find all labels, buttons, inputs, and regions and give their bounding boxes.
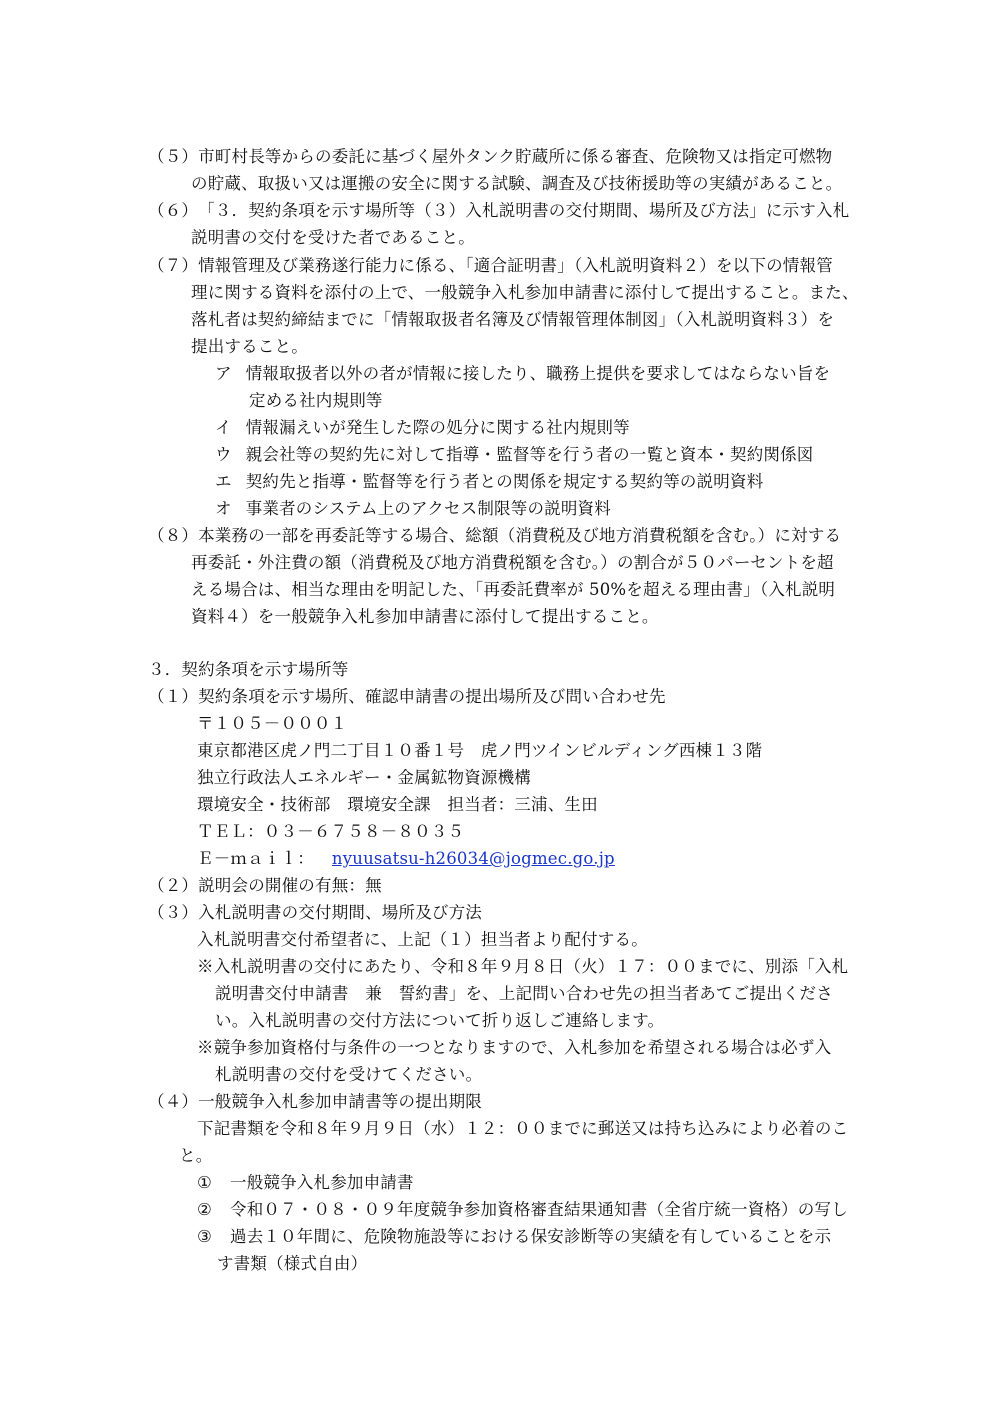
clause-7-item-i: [215, 418, 630, 438]
email-link[interactable]: nyuusatsu-h26034@jogmec.go.jp: [331, 849, 615, 868]
item-o-text: 事業者のシステム上のアクセス制限等の説明資料: [245, 499, 611, 518]
organization: 独立行政法人エネルギー・金属鉱物資源機構: [197, 768, 531, 787]
note-2-line-2: 札説明書の交付を受けてください。: [215, 1065, 483, 1084]
section-3-1-label: （１）: [148, 687, 199, 706]
clause-7-line-2: 理に関する資料を添付の上で、一般競争入札参加申請書に添付して提出すること。また、: [191, 283, 859, 302]
department-contact: 環境安全・技術部 環境安全課 担当者：三浦、生田: [197, 795, 598, 814]
clause-8-label: （８）: [148, 526, 199, 545]
address: 東京都港区虎ノ門二丁目１０番１号 虎ノ門ツインビルディング西棟１３階: [197, 741, 763, 760]
item-e-text: 契約先と指導・監督等を行う者との関係を規定する契約等の説明資料: [245, 472, 764, 491]
clause-7-text-1: 情報管理及び業務遂行能力に係る、「適合証明書」（入札説明資料２）を以下の情報管: [198, 256, 833, 275]
email-line: [197, 849, 615, 869]
telephone: ＴＥＬ：０３－６７５８－８０３５: [197, 822, 465, 841]
section-3-4-label: （４）: [148, 1092, 199, 1111]
clause-7-line-1: [148, 256, 833, 276]
item-u-mark: ウ: [215, 445, 232, 464]
clause-7-line-4: 提出すること。: [191, 337, 308, 356]
clause-5-label: （５）: [148, 147, 199, 166]
clause-7-item-a-line-2: 定める社内規則等: [249, 391, 383, 410]
clause-8-text-1: 本業務の一部を再委託等する場合、総額（消費税及び地方消費税額を含む。）に対する: [198, 526, 842, 545]
item-2-mark: ②: [197, 1200, 212, 1219]
section-3-2-text: 説明会の開催の有無：無: [198, 876, 382, 895]
item-i-text: 情報漏えいが発生した際の処分に関する社内規則等: [245, 418, 630, 437]
item-1-text: 一般競争入札参加申請書: [230, 1173, 414, 1192]
item-i-mark: イ: [215, 418, 232, 437]
item-a-text-1: 情報取扱者以外の者が情報に接したり、職務上提供を要求してはならない旨を: [245, 364, 831, 383]
section-3-heading: ３．契約条項を示す場所等: [148, 660, 349, 679]
clause-8-line-2: 再委託・外注費の額（消費税及び地方消費税額を含む。）の割合が５０パーセントを超: [191, 553, 834, 572]
item-u-text: 親会社等の契約先に対して指導・監督等を行う者の一覧と資本・契約関係図: [245, 445, 814, 464]
clause-8-line-1: [148, 526, 841, 546]
section-3-3-title: 入札説明書の交付期間、場所及び方法: [198, 903, 483, 922]
item-3-mark: ③: [197, 1227, 212, 1246]
note-1-line-3: い。入札説明書の交付方法について折り返しご連絡します。: [215, 1011, 665, 1030]
clause-7-item-a: [215, 364, 830, 384]
section-3-1-title: 契約条項を示す場所、確認申請書の提出場所及び問い合わせ先: [198, 687, 666, 706]
item-1-mark: ①: [197, 1173, 212, 1192]
document-item-2: [197, 1200, 848, 1220]
clause-7-label: （７）: [148, 256, 199, 275]
clause-6-text-1: 「３．契約条項を示す場所等（３）入札説明書の交付期間、場所及び方法」に示す入札: [198, 201, 850, 220]
section-3-4-text-1: 下記書類を令和８年９月９日（水）１２：００までに郵送又は持ち込みにより必着のこ: [197, 1119, 849, 1138]
item-a-mark: ア: [215, 364, 232, 383]
note-1-line-1: ※入札説明書の交付にあたり、令和８年９月８日（火）１７：００までに、別添「入札: [197, 957, 849, 976]
section-3-4-title-line: [148, 1092, 482, 1112]
document-item-3: [197, 1227, 831, 1247]
email-label: Ｅ－ｍａｉｌ：: [197, 849, 314, 868]
clause-7-item-u: [215, 445, 814, 465]
section-3-1-title-line: [148, 687, 666, 707]
clause-5-line-2: の貯蔵、取扱い又は運搬の安全に関する試験、調査及び技術援助等の実績があること。: [191, 174, 843, 193]
clause-5-text-1: 市町村長等からの委託に基づく屋外タンク貯蔵所に係る審査、危険物又は指定可燃物: [198, 147, 833, 166]
document-item-1: [197, 1173, 414, 1193]
section-3-4-title: 一般競争入札参加申請書等の提出期限: [198, 1092, 483, 1111]
clause-7-line-3: 落札者は契約締結までに「情報取扱者名簿及び情報管理体制図」（入札説明資料３）を: [191, 310, 835, 329]
clause-6-line-1: [148, 201, 849, 221]
note-2-line-1: ※競争参加資格付与条件の一つとなりますので、入札参加を希望される場合は必ず入: [197, 1038, 832, 1057]
postal-code: 〒１０５－０００１: [197, 714, 348, 733]
clause-6-line-2: 説明書の交付を受けた者であること。: [191, 228, 475, 247]
item-e-mark: エ: [215, 472, 232, 491]
item-o-mark: オ: [215, 499, 232, 518]
clause-8-line-4: 資料４）を一般競争入札参加申請書に添付して提出すること。: [191, 607, 659, 626]
section-3-2-line: [148, 876, 382, 896]
clause-5-line-1: [148, 147, 832, 167]
section-3-3-text: 入札説明書交付希望者に、上記（１）担当者より配付する。: [197, 930, 648, 949]
clause-6-label: （６）: [148, 201, 199, 220]
clause-8-line-3: える場合は、相当な理由を明記した、「再委託費率が 50%を超える理由書」（入札説明: [191, 580, 836, 599]
clause-7-item-e: [215, 472, 763, 492]
note-1-line-2: 説明書交付申請書 兼 誓約書」を、上記問い合わせ先の担当者あてご提出くださ: [215, 984, 833, 1003]
section-3-3-label: （３）: [148, 903, 199, 922]
item-2-text: 令和０７・０８・０９年度競争参加資格審査結果通知書（全省庁統一資格）の写し: [230, 1200, 848, 1219]
item-3-text-1: 過去１０年間に、危険物施設等における保安診断等の実績を有していることを示: [230, 1227, 832, 1246]
section-3-2-label: （２）: [148, 876, 199, 895]
section-3-4-text-2: と。: [179, 1146, 213, 1165]
clause-7-item-o: [215, 499, 611, 519]
section-3-3-title-line: [148, 903, 482, 923]
document-item-3-line-2: す書類（様式自由）: [217, 1254, 368, 1273]
